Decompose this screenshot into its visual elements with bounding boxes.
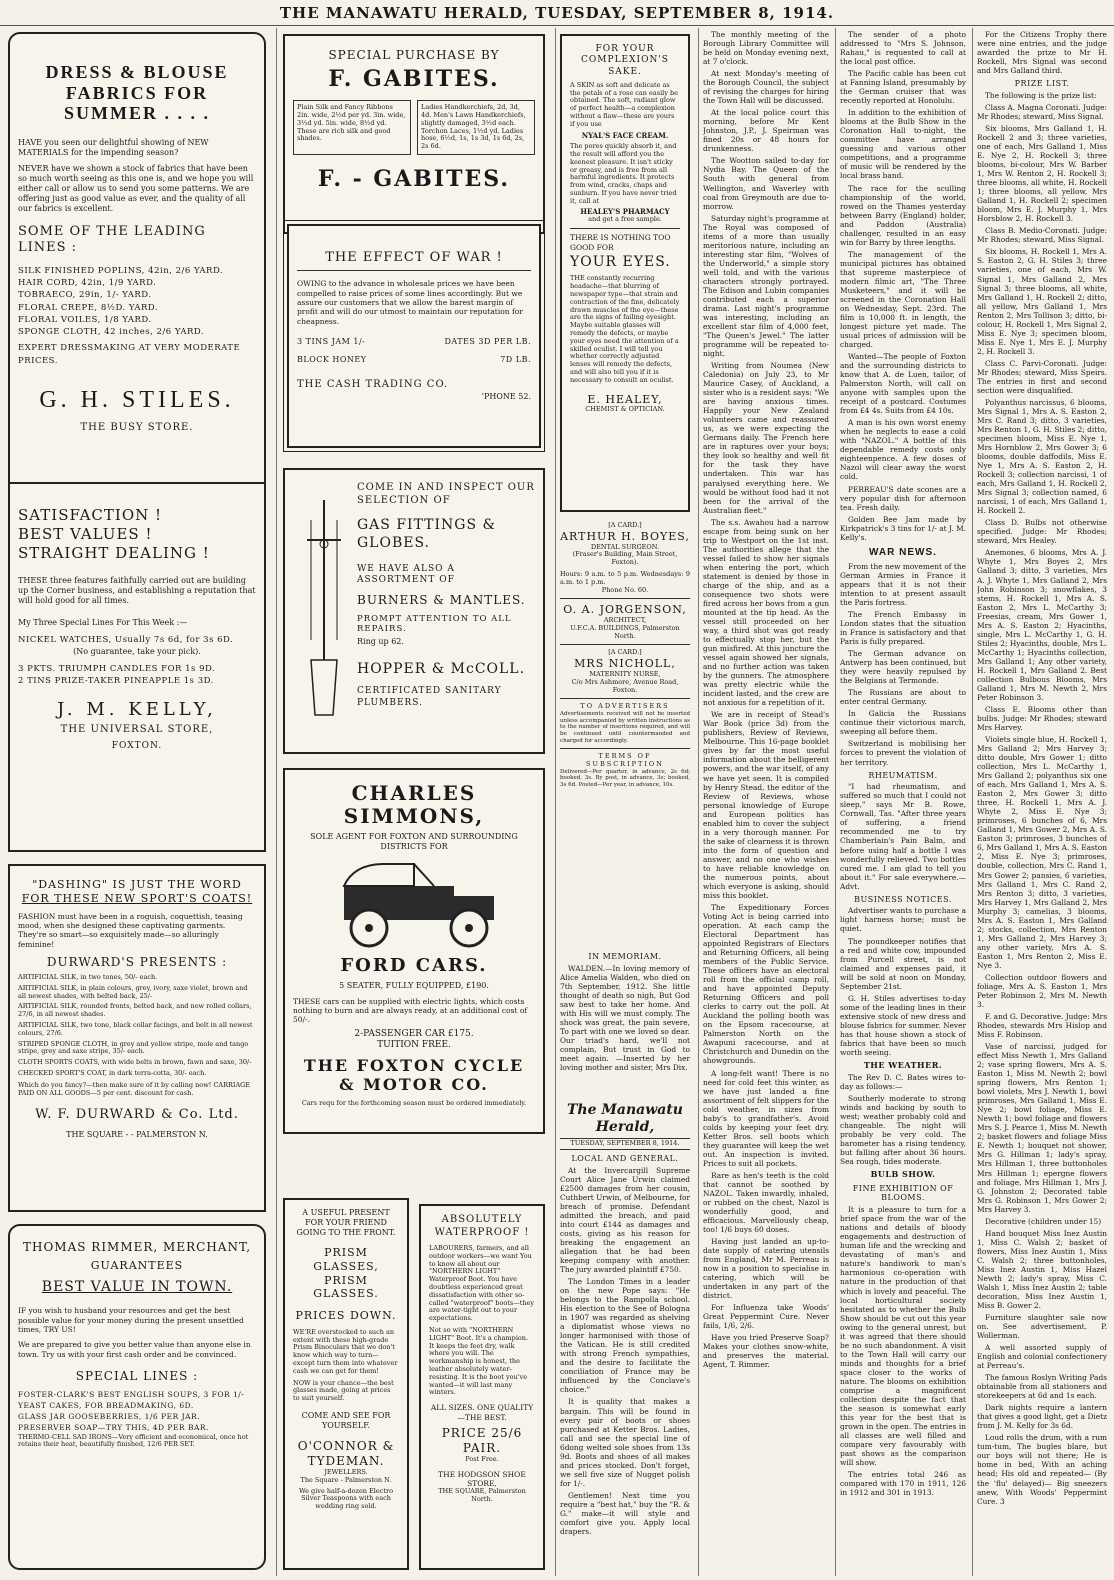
rimmer-title: THOMAS RIMMER, MERCHANT,	[22, 1240, 252, 1254]
stiles-intro: HAVE you seen our delightful showing of NEW MATERIALS for the impending season?	[18, 138, 209, 158]
healey-advert	[560, 34, 690, 512]
durward-fancy: Which do you fancy?—then make sure of it by calling now! CARRIAGE PAID ON ALL GOODS—5 per cent. discount for cash.	[18, 1080, 251, 1097]
news-item: Collection outdoor flowers and foliage, Mrs A. S. Easton 1, Mrs Peter Robinson 2, Mrs M. Newth 3.	[977, 972, 1107, 1009]
news-item: Loud rolls the drum, with a rum tum-tum, The bugles blare, but our boys will not there; He is home in bed, With an aching head; His old and repeated— (By the 'flu' delayed)— Big sneezers anew, With Woods' Peppermint Cure. 3	[977, 1433, 1107, 1506]
subscription-heading: TERMS OF SUBSCRIPTION	[586, 752, 664, 768]
oconnor-now: NOW is your chance—the best glasses made, going at prices to suit yourself.	[293, 1378, 394, 1403]
news-item: The French Embassy in London states that the situation in France is satisfactory and that Paris is fully prepared.	[840, 610, 966, 647]
hopper-tag: CERTIFICATED SANITARY PLUMBERS.	[357, 686, 502, 708]
boyes-hours: Hours: 9 a.m. to 5 p.m. Wednesdays: 9 a.m. to 1 p.m.	[560, 569, 690, 586]
news-item: Vase of narcissi, judged for effect Miss Newth 1, Mrs Galland 2; vase spring flowers, Mrs A. S. Easton 1, Miss M. Newth 2; bowl spring flowers, Mrs Renton 1; bowl violets, Mrs J. Newth 1, bowl primroses, Mrs Galland 1, Miss E. Nye 2; bowl foliage, Miss E. Newth 1; bowl foliage and flowers Mrs S. J. Pearce 1, Miss M. Newth 2; basket flowers and foliage Miss E. Newth 1; bouquet not shower, Mrs G. Hillman 1; lady's spray, Mrs Hillman 1, three buttonholes Mrs Hillman 1; epergne flowers and foliage, Mrs Hillman 1, Mrs J. G. Johnston 2; Decorated table Mrs G. Robinson 1, Mrs Gower 2; Mrs Harvey 3.	[977, 1042, 1107, 1214]
oconnor-body: WE'RE overstocked to such an extent with these high-grade Prism Binoculars that we don't know which way to turn—except turn them into whatever cash we can get for them!	[293, 1327, 398, 1375]
simmons-two: 2-PASSENGER CAR £175.	[354, 1028, 474, 1039]
cash-body: OWING to the advance in wholesale prices we have been compelled to raise prices of some lines accordingly. But we assure our customers that we allow the barest margin of profit and will do our utmost to maintain our reputation for cheapness.	[297, 279, 523, 326]
kelly-item-1: NICKEL WATCHES, Usually 7s 6d, for 3s 6D.	[18, 635, 234, 646]
simmons-body: THESE cars can be supplied with electric lights, which costs nothing to burn and are always ready, at an additional cost of 50/-.	[293, 996, 528, 1025]
hopper-advert	[283, 468, 545, 754]
news-item: At the local police court this morning, before Mr Kent Johnston, J.P., J. Speirman was fined 20s or 48 hours for drunkenness.	[703, 108, 829, 154]
news-item: From the new movement of the German Armies in France it appears that it is not their intention to at present assault the Paris fortress.	[840, 561, 966, 607]
simmons-name: CHARLES SIMMONS,	[343, 781, 485, 828]
list-item: TOBRAECO, 29in, 1/- YARD.	[18, 290, 152, 301]
herald-name: The Manawatu Herald,	[567, 1102, 683, 1136]
kelly-item-2: 3 PKTS. TRIUMPH CANDLES FOR 1s 9D.	[18, 663, 216, 674]
boyes-phone: Phone No. 60.	[601, 585, 649, 594]
stiles-advert	[8, 32, 266, 502]
news-item: Anemones, 6 blooms, Mrs A. J. Whyte 1, Mrs Boyes 2, Mrs Galland 3; ditto, 3 varieties, Mrs A. J. Whyte 1, Mrs Galland 2, Mrs John Robinson 3; snowflakes, 3 stems, H. Rockell 1, Mrs A. S. Easton 2, Mrs L. McCarthy 3; Freesias, cream, Mrs Gower 1, Mrs A. S. Easton 2; Hyacinths, single, Mrs L. McCarthy 1, G. H. Stiles 2; Hyacinths, double, Mrs L. McCarthy 1; Hyacinths collection, Mrs Galland 1; Any other variety, H. Rockell 1, Mrs Galland 2. Best collection Bulbous Blooms, Mrs Galland 1, Mrs M. Newth 2, Mrs Peter Robinson 3.	[977, 548, 1107, 702]
boyes-name: ARTHUR H. BOYES,	[560, 529, 690, 543]
news-item: It is a pleasure to turn for a brief space from the war of the nations and details of bloody engagements and destruction of human life and the wrecking and devastating of man's and nature's handiwork to man's harmonious co-operation with nature in the production of that which is lovely and peaceful. The local horticultural society hesitated as to whether the Bulb Show should be cut out this year owing to the general unrest, but it was agreed that there should be no such abandonment. A visit to the Town Hall will carry our minds and thoughts for a brief space closer to the works of nature. The blooms on exhibition comprise a magnificent collection despite the fact that the season is somewhat early this year for the best that is grown in the open. The entries in all classes are well filled and compare very favourably with past shows as the comparison will show.	[840, 1205, 966, 1468]
local-general-title: LOCAL AND GENERAL.	[571, 1153, 679, 1163]
news-item: Class B. Medio-Coronati. Judge: Mr Rhodes; steward, Miss Signal.	[977, 226, 1107, 245]
kelly-item-1-note: (No guarantee, take your pick).	[73, 646, 201, 656]
boyes-title: DENTAL SURGEON.	[590, 542, 660, 551]
list-item: ARTIFICIAL SILK, two tone, black collar facings, and belt in all newest colours, 27/6.	[18, 1020, 253, 1037]
news-item: For Influenza take Woods' Great Peppermint Cure. Never fails, 1/6, 2/6.	[703, 1303, 829, 1331]
durward-items	[18, 974, 256, 1078]
news-item: At next Monday's meeting of the Borough Council, the subject of revising the charges for hiring the Town Hall will be discussed.	[703, 69, 829, 106]
news-item: Golden Bee Jam made by Kirkpatrick's 3 tins for 1/- at J. M. Kelly's.	[840, 514, 966, 542]
news-item: Dark nights require a lantern that gives a good light, get a Dietz from J. M. Kelly for 3s 6d.	[977, 1403, 1107, 1431]
gabites-handkerchiefs: Ladies Handkerchiefs, 2d, 3d, 4d. Men's Lawn Handkerchiefs, slightly damaged, 3½d each. Torchon Laces, 1½d yd. Ladies hose, 6½d, 1s, 1s 3d, 1s 6d, 2s, 2s 6d.	[417, 100, 535, 155]
list-item: SPONGE CLOTH, 42 inches, 2/6 YARD.	[18, 327, 205, 338]
jorgenson-title: ARCHITECT,	[603, 616, 647, 625]
news-item: The s.s. Awahou had a narrow escape from being sunk on her trip to Westport on the 1st inst. The authorities allege that the vessel failed to show her signals when entering the port, which statement is denied by those in charge of the ship, and as a consequence two shots were fired across her bows from a gun mounted at the tip head. As the vessel still proceeded on her way, a third shot was got ready to effectually stop her, but the gun misfired. At this juncture the vessel again showed her signals, and no further action was taken by the gunners. The atmosphere was pretty electric while the incident lasted, and the crew are not anxious for a repetition of it.	[703, 517, 829, 708]
news-item: F. and G. Decorative. Judge: Mrs Rhodes, stewards Mrs Hislop and Miss F. Robinson.	[977, 1011, 1107, 1040]
rimmer-best: BEST VALUE IN TOWN.	[41, 1278, 233, 1295]
news-item: Southerly moderate to strong winds and backing by south to west; weather probably cold and changeable. The night will probably be very cold. The barometer has a rising tendency, but falling after about 36 hours. Sea rough, tides moderate.	[840, 1093, 966, 1166]
hodgson-post: Post Free.	[465, 1454, 499, 1463]
news-item: A well assorted supply of English and colonial confectionery at Perreau's.	[977, 1343, 1107, 1371]
simmons-cars: FORD CARS.	[340, 955, 488, 976]
oconnor-l2: PRISM GLASSES, PRISM GLASSES.	[313, 1246, 379, 1301]
oconnor-advert	[283, 1198, 409, 1570]
kelly-special: My Three Special Lines For This Week :—	[18, 618, 188, 628]
list-item: YEAST CAKES, FOR BREADMAKING, 6D.	[18, 1401, 194, 1410]
list-item: CLOTH SPORTS COATS, with wide belts in brown, fawn and saxe, 30/-	[18, 1058, 252, 1067]
card-label-2: [A CARD.]	[608, 648, 642, 657]
cash-title: THE EFFECT OF WAR !	[325, 250, 503, 265]
nicholl-name: MRS NICHOLL,	[574, 657, 676, 671]
column-5-news	[840, 30, 966, 1574]
kelly-line-2: BEST VALUES !	[18, 524, 153, 543]
healey-b1: A SKIN as soft and delicate as the petals of a rose can easily be obtained. The soft, radiant glow of perfect health—a complexion without a flaw—these are yours if you use	[570, 80, 679, 128]
cash-dates: DATES 3D PER LB.	[444, 337, 531, 347]
news-item: Class E. Blooms other than bulbs. Judge: Mr Rhodes; steward Mrs Harvey.	[977, 704, 1107, 732]
column-3	[555, 28, 695, 1576]
news-item: Have you tried Preserve Soap? Makes your clothes snow-white, and preserves the material. Agent, T. Rimmer.	[703, 1333, 829, 1370]
bulb-show-heading: BULB SHOW.	[870, 1168, 936, 1179]
news-item: Class D. Bulbs not otherwise specified. Judge: Mr Rhodes; steward, Mrs Healey.	[977, 518, 1107, 546]
news-item: Six blooms, Mrs Galland 1, H. Rockell 2 and 3; three varieties, one of each, Mrs Galland 1, Miss E. Nye 2, H. Rockell 3; three blooms, bi-colour, Mrs W. Barber 1, Mrs W. Renton 2, H. Rockell 3; three blooms, all white, H. Rockell 1; three blooms, all yellow, Mrs Galland 1, H. Rockell 2; specimen bloom, Mrs E. J. Murphy 1, Mrs Horsblow 2, H. Rockell 3.	[977, 124, 1107, 224]
kelly-body: THESE three features faithfully carried out are building up the Corner business, and establishing a reputation that will hold good for all times.	[18, 576, 256, 606]
stiles-body: NEVER have we shown a stock of fabrics that have been so much worth seeing as this one is, and we hope you will either call or allow us to send you some patterns. We are offering just as good value as ever, and the quality of all our fabrics is excellent.	[18, 164, 254, 214]
news-item: At the Invercargill Supreme Court Alice Jane Urwin claimed £2500 damages from her cousin, Cuthbert Urwin, of Melbourne, for breach of promise. Defendant admitted the breach, and paid into court £144 as damages and costs, giving as his reason for breaking the engagement an allegation that he had been keeping company with another. The jury awarded plaintiff £750.	[560, 1165, 690, 1275]
gabites-footer: F. - GABITES.	[317, 166, 511, 193]
list-item: FOSTER-CLARK'S BEST ENGLISH SOUPS, 3 FOR 1/-	[18, 1390, 245, 1400]
simmons-seater: 5 SEATER, FULLY EQUIPPED, £190.	[339, 980, 489, 990]
news-item: Class A. Magna Coronati. Judge: Mr Rhodes; steward, Miss Signal.	[977, 102, 1107, 121]
healey-tag: CHEMIST & OPTICIAN.	[585, 405, 665, 414]
hodgson-addr: THE SQUARE, Palmerston North.	[438, 1487, 526, 1504]
jorgenson-name: O. A. JORGENSON,	[563, 603, 687, 617]
durward-head-1: "DASHING" IS JUST THE WORD	[32, 878, 242, 891]
stiles-lines	[18, 265, 256, 339]
masthead: THE MANAWATU HERALD, TUESDAY, SEPTEMBER 8, 1914.	[0, 0, 1114, 26]
healey-b3: THE constantly recurring headache—that blurring of newspaper type—that strain and contraction of the fine, delicately drawn muscles of the eye—these are the signs of failing eyesight. Maybe suitable glasses will remedy the defects, or maybe your eyes need the attention of a skilled oculist. I will tell you whether correctly adjusted lenses will remedy the defects, and will also tell you if it is necessary to consult an oculist.	[570, 274, 680, 384]
gabites-name: F. GABITES.	[328, 66, 500, 92]
kelly-name: J. M. KELLY,	[57, 699, 217, 721]
kelly-item-3: 2 TINS PRIZE-TAKER PINEAPPLE 1s 3D.	[18, 675, 214, 686]
news-item: Advertiser wants to purchase a light harness horse; must be quiet.	[840, 906, 966, 934]
healey-b2: The pores quickly absorb it, and the result will afford you the keenest pleasure. It isn't sticky or greasy, and is free from all harmful ingredients. It protects from wind, cracks, chaps and sunburn. If you have never tried it, call at	[570, 142, 677, 205]
hopper-p5: PROMPT ATTENTION TO ALL REPAIRS.	[357, 613, 512, 635]
simmons-tuition: TUITION FREE.	[377, 1040, 451, 1051]
list-item: GLASS JAR GOOSEBERRIES, 1/6 PER JAR.	[18, 1411, 201, 1421]
news-item: Switzerland is mobilising her forces to prevent the violation of her territory.	[840, 739, 966, 767]
news-item: Polyanthus narcissus, 6 blooms, Mrs Signal 1, Mrs A. S. Easton 2, Mrs C. Rand 3; ditto, 3 varieties, Mrs Renton 1, G. H. Stiles 2; ditto, specimen bloom, Miss E. Nye 1, Mrs Hornblow 2, Mrs Gower 3; 6 blooms, double daffodils, Miss E. Nye 1, Mrs A. S. Easton 2, H. Rockell 3; collection narcissi, 1 of each, Mrs Galland 1, H. Rockell 2, Mrs Signal 3; collection named, 6 narcissi, 1 of each, Mrs Galland 1, H. Rockell 2.	[977, 397, 1107, 516]
kelly-advert	[8, 482, 266, 852]
news-item: Wanted—The people of Foxton and the surrounding districts to know that A. de Luen, tailor, of Palmerston North, will call on anyone with samples upon the receipt of a postcard. Costumes from £4 4s. Suits from £4 10s.	[840, 352, 966, 416]
hopper-name: HOPPER & McCOLL.	[357, 660, 526, 677]
healey-sample: and get a free sample.	[588, 215, 662, 224]
advertisers-body: Advertisements received will not be inserted unless accompanied by written instructions as to the number of insertions required, and will be continued until countermanded and charged for accordingly.	[560, 711, 690, 744]
news-item: We are in receipt of Stead's War Book (price 3d) from the publishers, Review of Reviews, Melbourne. This 16-page booklet gives by far the most useful information about the belligerent powers, and the war itself, of any we have yet seen. It is compiled by Henry Stead, the editor of the Review of Reviews, whose personal knowledge of Europe and European politics has enabled him to cover the subject in a very thorough manner. For the sake of clearness it is thrown into the form of question and answer, and no one who wishes to have reliable knowledge on the numerous points, about which everyone is asking, should miss this booklet.	[703, 710, 829, 900]
hopper-p6: Ring up 62.	[357, 636, 404, 646]
list-item: ARTIFICIAL SILK, in plain colours, grey, ivory, saxe violet, brown and all newest shades, with belted back, 25/-	[18, 983, 248, 1000]
weather-heading: THE WEATHER.	[863, 1059, 943, 1070]
durward-address: THE SQUARE - - PALMERSTON N.	[66, 1129, 208, 1139]
news-item: Having just landed an up-to-date supply of catering utensils from England, Mr M. Perreau is now in a position to specialise in catering, which will be undertaken in any part of the district.	[703, 1237, 829, 1301]
news-item: In addition to the exhibition of blooms at the Bulb Show in the Coronation Hall to-night, the committee have arranged guessing and various other competitions, and a programme of music will be rendered by the local brass band.	[840, 108, 966, 181]
column-1	[4, 28, 272, 1576]
news-item: The race for the sculling championship of the world, rowed on the Thames yesterday between Barry (England) holder, and Paddon (Australia) challenger, resulted in an easy win for Barry by three lengths.	[840, 183, 966, 247]
news-item: The Rev D. C. Bates wires to-day as follows:—	[840, 1072, 966, 1091]
news-item: Rare as hen's teeth is the cold that cannot be soothed by NAZOL. Taken inwardly, inhaled, or rubbed on the chest, Nazol is wonderfully good, and efficacious. Marvellously cheap, too! 1/6 buys 60 doses.	[703, 1170, 829, 1235]
hodgson-title: ABSOLUTELY WATERPROOF !	[434, 1214, 530, 1238]
rimmer-special: SPECIAL LINES :	[75, 1369, 199, 1384]
nicholl-title: MATERNITY NURSE,	[589, 670, 661, 679]
war-news-heading: WAR NEWS.	[869, 546, 937, 558]
oconnor-l1: A USEFUL PRESENT FOR YOUR FRIEND GOING TO THE FRONT.	[296, 1208, 396, 1237]
news-item: The management of the municipal pictures has obtained that supreme masterpiece of modern filmic art, "The Three Musketeers," and it will be screened in the Coronation Hall on Wednesday, Sept. 23rd. The film is 10,000 ft. in length, the longest picture yet made. The usual prices of admission will be charged.	[840, 249, 966, 350]
rimmer-items	[18, 1390, 256, 1449]
gabites-lists	[293, 100, 535, 155]
kelly-town: FOXTON.	[111, 740, 163, 751]
news-item: A long-felt want! There is no need for cold feet this winter, as we have just landed a fine assortment of felt slippers for the cold weather, in sizes from baby's to grandfather's. Avoid colds by keeping your feet dry. Ketter Bros. sell boots which they guarantee will keep the wet out. An inspection is invited. Prices to suit all pockets.	[703, 1068, 829, 1168]
bulb-show-subheading: FINE EXHIBITION OF BLOOMS.	[852, 1183, 954, 1203]
stiles-expert: EXPERT DRESSMAKING AT VERY MODERATE PRICES.	[18, 343, 241, 366]
hopper-p2: GAS FITTINGS & GLOBES.	[357, 517, 496, 551]
list-item: THERMO-CELL SAD IRONS—Very efficient and economical, once hot retains their heat, beautifully finished, 12/6 PER SET.	[18, 1432, 249, 1449]
card-label: [A CARD.]	[608, 522, 642, 529]
news-item: Gentlemen! Next time you require a "best hat," buy the "R. & G." make—it will style and comfort give you. Apply local drapers.	[560, 1490, 690, 1536]
stiles-lines-head: SOME OF THE LEADING LINES :	[18, 224, 206, 256]
news-item: PERREAU'S date scones are a very popular dish for afternoon tea. Fresh daily.	[840, 484, 966, 512]
column-6-news	[977, 30, 1107, 1574]
news-item: The monthly meeting of the Borough Library Committee will be held on Monday evening next, at 7 o'clock.	[703, 30, 829, 67]
column-4-news	[703, 30, 829, 1574]
cash-line-1	[297, 336, 531, 348]
oconnor-l3: PRICES DOWN.	[295, 1309, 397, 1322]
advertisers-heading: TO ADVERTISERS	[580, 702, 670, 711]
news-item: Hand bouquet Miss Inez Austin 1, Miss C. Walsh 2; basket of flowers, Miss Inez Austin 1, Miss C. Walsh 2; three buttonholes, Miss Inez Austin 1, Miss Hazel Newth 2; lady's spray, Miss C. Walsh 1, Miss Inez Austin 2; table decoration, Miss Inez Austin 1, Miss B. Gower 2.	[977, 1228, 1107, 1310]
list-item: CHECKED SPORT'S COAT, in dark terra-cotta, 30/- each.	[18, 1068, 207, 1077]
rimmer-p1: IF you wish to husband your resources and get the best possible value for your money during the present unsettled times, TRY US!	[18, 1306, 244, 1334]
news-item: G. H. Stiles advertises to-day some of the leading lines in their extensive stock of new dress and blouse fabrics for summer. Never has that house shown a stock of fabrics that have been so much worth seeing.	[840, 993, 966, 1057]
memoriam	[560, 948, 690, 1098]
list-item: ARTIFICIAL SILK, rounded fronts, belted back, and new rolled collars, 27/6, in all newest shades.	[18, 1002, 252, 1019]
news-item: Violets single blue, H. Rockell 1, Mrs Galland 2; Mrs Harvey 3; ditto double, Mrs Gower 1; ditto collection, Mrs L. McCarthy 1, Mrs Galland 2; polyanthus six one of each, Mrs Galland 1, Mrs A. S. Easton 2, Mrs Gower 3; ditto three, H. Rockell 1, Mrs A. J. Whyte 2, Miss E. Nye 3; primroses, 6 bunches of 6, Mrs Galland 1, Mrs Gower 2, Mrs A. S. Easton 3; primroses, 3 bunches of 6, Mrs Galland 1, Mrs A. S. Easton 2, Miss E. Nye 3; primroses, double, collection, Mrs C. Rand 1, Mrs Gower 2; pansies, 6 varieties, Mrs Galland 1, Mrs C. Rand 2, Mrs Renton 3; ditto, 3 varieties, Mrs Harvey 1, Mrs Galland 2, Mrs Murphy 3; camelias, 3 blooms, Mrs A. S. Easton 1, Mrs Galland 2; stocks, collection, Mrs Renton 1, Mrs Galland 2, Mrs Harvey 3; any other variety, Mrs A. S. Easton 1, Mrs Renton 2, Miss E. Nye 3.	[977, 735, 1107, 970]
cash-line-2	[297, 354, 531, 366]
news-item: The entries total 246 as compared with 170 in 1911, 126 in 1912 and 301 in 1913.	[840, 1470, 966, 1498]
professional-cards	[560, 522, 690, 942]
memoriam-title: IN MEMORIAM.	[588, 952, 662, 961]
simmons-agent: SOLE AGENT FOR FOXTON AND SURROUNDING DISTRICTS FOR	[310, 832, 518, 851]
rimmer-p2: We are prepared to give you better value than anyone else in town. Try us with your first cash order and be convinced.	[18, 1340, 251, 1359]
list-item: FLORAL CREPE, 8½D. YARD.	[18, 302, 159, 313]
durward-presents: DURWARD'S PRESENTS :	[46, 955, 228, 969]
stiles-tag: THE BUSY STORE.	[80, 422, 194, 434]
oconnor-tag: JEWELLERS.	[324, 1467, 368, 1476]
list-item: FLORAL VOILES, 1/8 YARD.	[18, 314, 152, 325]
list-item: STRIPED SPONGE CLOTH, in grey and yellow stripe, mole and tango stripe, grey and saxe stripe, 35/- each.	[18, 1039, 249, 1056]
news-item: The famous Roslyn Writing Pads obtainable from all stationers and storekeepers at 6d and 1s each.	[977, 1373, 1107, 1401]
cash-jam: 3 TINS JAM 1/-	[297, 337, 366, 347]
list-item: PRESERVER SOAP—TRY THIS, 4D PER BAR.	[18, 1422, 209, 1432]
column-6	[972, 28, 1110, 1576]
news-item: The Wootton sailed to-day for Nydia Bay. The Queen of the South with general from Wellington, and Waverley with coal from Greymouth are due to-morrow.	[703, 156, 829, 211]
kelly-store: THE UNIVERSAL STORE,	[60, 724, 214, 736]
jorgenson-address: U.F.C.A. BUILDINGS, Palmerston North.	[570, 623, 680, 640]
hodgson-body-2: Not so with "NORTHERN LIGHT" Boot. It's a champion. It keeps the feet dry, walk where you will. The workmanship is honest, the leather absolutely water-resisting. It is the boot you've wanted—it will last many winters.	[429, 1325, 529, 1397]
news-item: The Pacific cable has been cut at Fanning Island, presumably by the German cruiser that was recently reported at Honolulu.	[840, 69, 966, 106]
list-item: ARTIFICIAL SILK, in two tones, 50/- each.	[18, 973, 158, 981]
news-item: The Russians are about to enter central Germany.	[840, 688, 966, 707]
healey-pharmacy: HEALEY'S PHARMACY	[580, 206, 670, 216]
cash-trading-advert	[287, 224, 541, 448]
oconnor-come: COME AND SEE FOR YOURSELF.	[301, 1410, 391, 1430]
hodgson-name: THE HODGSON SHOE STORE,	[438, 1469, 526, 1489]
hopper-p4: BURNERS & MANTLES.	[357, 592, 526, 607]
gas-lamp-icon	[299, 500, 349, 730]
rheumatism-heading: RHEUMATISM.	[868, 770, 938, 780]
news-item: The German advance on Antwerp has been continued, but they were heavily repulsed by the Belgians at Termonde.	[840, 649, 966, 686]
kelly-line-1: SATISFACTION !	[18, 506, 163, 524]
news-item: Writing from Noumea (New Caledonia) on July 23, to Mr Maurice Casey, of Auckland, a sister who is a resident says: "We are having anxious times. Happily your New Zealand volunteers came and reassured us, as we were expecting the Germans daily. The French here are in raptures over your boys; they look so healthy and well fit for the task they have undertaken. This war has paralysed everything here. We would be without food had it not been for the arrival of the Australian fleet."	[703, 361, 829, 515]
hodgson-price: PRICE 25/6 PAIR.	[441, 1425, 523, 1455]
cash-honey-price: 7D LB.	[500, 354, 531, 364]
simmons-cycle: THE FOXTON CYCLE & MOTOR CO.	[303, 1056, 525, 1094]
healey-name: E. HEALEY,	[587, 392, 663, 406]
simmons-note: Cars requ for the forthcoming season must be ordered immediately.	[301, 1099, 527, 1108]
gabites-head: SPECIAL PURCHASE BY	[328, 48, 500, 62]
herald-date: TUESDAY, SEPTEMBER 8, 1914.	[560, 1138, 690, 1150]
healey-nyal: NYAL'S FACE CREAM.	[581, 130, 669, 140]
news-item: In Galicia the Russians continue their victorious march, sweeping all before them.	[840, 709, 966, 737]
rimmer-guarantees: GUARANTEES	[90, 1259, 184, 1272]
list-item: HAIR CORD, 42in, 1/9 YARD.	[18, 277, 157, 288]
durward-body: FASHION must have been in a roguish, coquettish, teasing mood, when she designed these captivating garments. They're so smart—so exquisitely made—so alluringly feminine!	[18, 911, 243, 949]
oconnor-half: We give half-a-dozen Electro Silver Teaspoons with each wedding ring sold.	[298, 1486, 393, 1511]
news-item: Class C. Parvi-Coronati. Judge: Mr Rhodes; steward, Miss Speirs. The entries in first and second section were disqualified.	[977, 358, 1107, 395]
durward-head-2: FOR THESE NEW SPORT'S COATS!	[21, 891, 253, 905]
healey-eyes: YOUR EYES.	[570, 253, 671, 270]
hopper-p3: WE HAVE ALSO A ASSORTMENT OF	[357, 564, 455, 586]
news-item: It is quality that makes a bargain. This will be found in every pair of boots or shoes purchased at Ketter Bros. Ladies, call and see the special line of 6dong welted sole shoes from 13s 9d. Boots and shoes of all makes and prices stocked. Don't forget, we sell five size of Nugget polish for 1/-.	[560, 1397, 690, 1488]
news-item: The London Times in a leader on the new Pope says: "He belongs to the Rampolla school. His election to the See of Bologna in 1907 was regarded as shelving a diplomatist whose views no longer harmonised with those of the Vatican. He is still credited with strong French sympathies, and the desire to facilitate the conciliation of France may be influenced by the Conclave's choice."	[560, 1277, 690, 1395]
news-item: The Expeditionary Forces Voting Act is being carried into operation. At each camp the Electoral Department has appointed Registrars of Electors and Returning Officers, all being members of the Public Service. These officers have an electoral roll from the official camp roll, and have appointed Deputy Returning Officers and poll clerks to carry out the poll. At Auckland the polling booth was on the Epsom racecourse, at Palmerston North on the Awapuni racecourse, and at Christchurch and Dunedin on the showgrounds.	[703, 902, 829, 1066]
business-notices-heading: BUSINESS NOTICES.	[854, 894, 952, 904]
column-2	[276, 28, 552, 1576]
cash-phone: 'PHONE 52.	[481, 391, 531, 401]
oconnor-name: O'CONNOR & TYDEMAN.	[297, 1438, 395, 1468]
stiles-name: G. H. STILES.	[39, 387, 235, 414]
hodgson-body: LABOURERS, farmers, and all outdoor workers—we want You to know all about our "NORTHERN LIGHT" Waterproof Boot. You have doubtless experienced great dissatisfaction with other so-called "waterproof" boots—they are water-tight out to your expectations.	[429, 1244, 535, 1323]
column-4	[698, 28, 832, 1576]
simmons-advert	[283, 768, 545, 1134]
durward-name: W. F. DURWARD & Co. Ltd.	[35, 1107, 239, 1123]
news-item: The sender of a photo addressed to "Mrs S. Johnson, Rahau," is requested to call at the local post office.	[840, 30, 966, 67]
local-general	[560, 1102, 690, 1576]
stiles-title: DRESS & BLOUSE FABRICS FOR SUMMER . . . .	[45, 62, 229, 124]
nicholl-address: C/o Mrs Ashmore, Avenue Road, Foxton.	[571, 677, 679, 694]
boyes-address: (Fraser's Building, Main Street, Foxton).	[572, 550, 678, 567]
ford-car-icon	[314, 856, 514, 952]
cash-honey: BLOCK HONEY	[297, 354, 367, 364]
news-item: The following is the prize list:	[985, 90, 1097, 100]
gabites-advert	[283, 34, 545, 234]
healey-h2: THERE IS NOTHING TOO GOOD FOR	[570, 233, 671, 252]
news-item: Saturday night's programme at The Royal was composed of items of a more than usually meritorious nature, including an interesting star film, "Wolves of the Underworld," a simple story well told, and with the various characters strongly portrayed. The Edison and Lubin companies contributed each a superior drama. Last night's programme was interesting, including an excellent star film of 4,000 feet, "The Queen's Jewel." The latter programme will be repeated to-night.	[703, 213, 829, 359]
news-item: Six blooms, H. Rockell 1, Mrs A. S. Easton 2, G. H. Stiles 3; three varieties, one of each, Mrs W. Signal 1, Mrs Galland 2, Mrs Signal 3; three blooms, all white, Mrs Galland 1, H. Rockell 2; ditto, all yellow, Mrs Galland 1, Mrs Renton 2, Mrs Tollison 3; ditto, bi-colour, H. Rockell 1, Mrs Signal 2, Miss E. Nye 3; specimen bloom, Miss E. Nye 1, Mrs E. J. Murphy 2, H. Rockell 3.	[977, 247, 1107, 356]
cash-name: THE CASH TRADING CO.	[297, 379, 449, 391]
news-item: "I had rheumatism, and suffered so much that I could not sleep," says Mr B. Rowe, Cornwall, Tas. "After three years of suffering, a friend recommended me to try Chamberlain's Pain Balm, and before using half a bottle I was wonderfully relieved. Two bottles cured me. I am glad to tell you about it." For sale everywhere.—Advt.	[840, 782, 966, 891]
rimmer-advert	[8, 1224, 266, 1570]
subscription-body: Delivered—Per quarter, in advance, 2s 6d; booked, 3s. By post, in advance, 3s; booked, 3s 6d. Posted—Per year, in advance, 10s.	[560, 768, 690, 788]
column-5	[835, 28, 969, 1576]
news-item: For the Citizens Trophy there were nine entries, and the judge awarded the prize to Mr H. Rockell, Mrs Signal was second and Mrs Galland third.	[977, 30, 1107, 76]
hodgson-advert	[419, 1204, 545, 1570]
memoriam-body: WALDEN.—In loving memory of Alice Amelia Walden, who died on 7th September, 1912. She little thought of death so nigh, But God saw best to take her home. And with His will we must comply. The shock was great, the pain severe, To part with one we loved so dear. Our triad's hard, we'll not complain, But trust in God to meet again. —Inserted by her loving mother and sister, Mrs Dix.	[560, 963, 690, 1073]
hopper-p1: COME IN AND INSPECT OUR SELECTION OF	[357, 482, 535, 506]
oconnor-addr: The Square - Palmerston N.	[300, 1475, 392, 1484]
news-item: Decorative (children under 15)	[985, 1216, 1102, 1226]
list-item: SILK FINISHED POPLINS, 42in, 2/6 YARD.	[18, 265, 224, 276]
news-item: The poundkeeper notifies that a red and white cow, impounded from Purcell street, is not claimed and expenses paid, it will be sold at noon on Monday, September 21st.	[840, 936, 966, 991]
news-item: Furniture slaughter sale now on. See advertisement. P. Wollerman.	[977, 1312, 1107, 1341]
hodgson-sizes: ALL SIZES. ONE QUALITY—THE BEST.	[430, 1403, 534, 1422]
prize-list-heading: PRIZE LIST.	[1014, 79, 1070, 89]
gabites-ribbons: Plain Silk and Fancy Ribbons 2in. wide, 2½d per yd. 3in. wide, 3½d yd. 5in. wide, 8½d yd. These are rich silk and good shades.	[293, 100, 411, 155]
news-item: A man is his own worst enemy when he neglects to ease a cold with "NAZOL." A bottle of this dependable remedy costs only eighteenpence. A few doses of Nazol will clear away the worst cold.	[840, 418, 966, 482]
healey-h1: FOR YOUR COMPLEXION'S SAKE.	[581, 44, 669, 77]
kelly-line-3: STRAIGHT DEALING !	[18, 543, 210, 562]
durward-advert	[8, 864, 266, 1212]
